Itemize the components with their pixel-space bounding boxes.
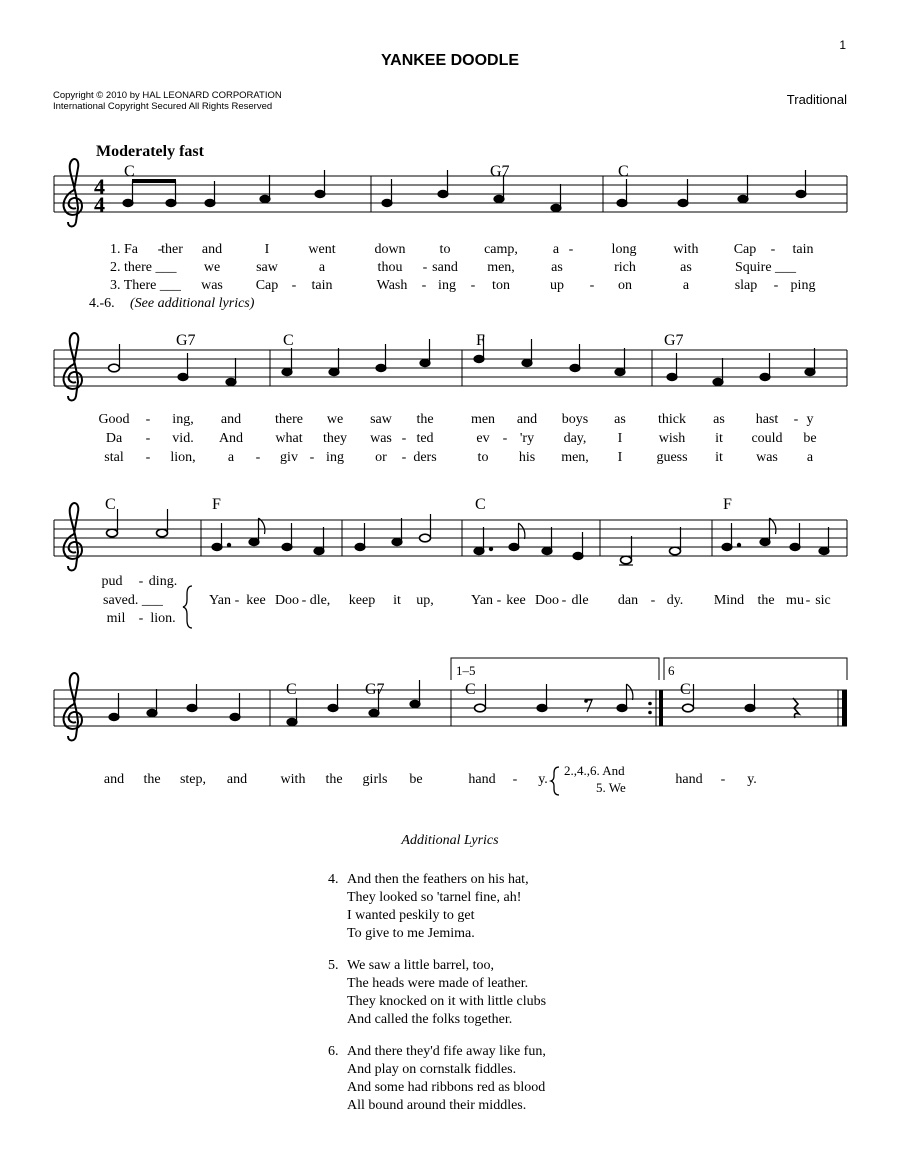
lyric-syllable: tain	[311, 278, 333, 293]
lyric-syllable: be	[409, 772, 423, 787]
verse-line: And some had ribbons red as blood	[347, 1080, 546, 1095]
svg-text:4: 4	[94, 174, 105, 199]
lyric-syllable: the	[143, 772, 161, 787]
lyric-syllable: y.	[747, 772, 757, 787]
lyric-syllable: and	[516, 412, 538, 427]
verse-line: All bound around their middles.	[347, 1098, 527, 1113]
lyric-syllable: dy.	[666, 593, 684, 608]
lyric-syllable: mu	[786, 593, 804, 608]
lyric-syllable: ders	[413, 450, 437, 465]
additional-verse-6	[328, 1043, 546, 1115]
lyric-syllable: with	[280, 772, 306, 787]
svg-text:4: 4	[94, 192, 105, 217]
chord-symbol: F	[212, 496, 221, 513]
lyric-syllable: sic	[815, 593, 831, 608]
lyric-syllable: Doo	[534, 593, 560, 608]
lyric-syllable: a	[227, 450, 235, 465]
lyric-syllable: what	[275, 431, 303, 446]
lyric-syllable: I	[617, 450, 623, 465]
lyric-syllable: -	[145, 450, 151, 465]
lyric-syllable: up,	[416, 593, 434, 608]
lyric-syllable: or	[375, 450, 387, 465]
lyric-syllable: Squire ___	[735, 260, 797, 275]
lyric-syllable: Good	[98, 412, 130, 427]
lyric-verse-marker: 4.-6.	[89, 296, 115, 311]
lyric-syllable: ding.	[148, 574, 178, 589]
lyric-syllable: I	[617, 431, 623, 446]
chord-symbol: F	[476, 332, 485, 349]
lyric-syllable: dle	[571, 593, 589, 608]
tempo-marking: Moderately fast	[96, 143, 204, 160]
chord-symbol: G7	[176, 332, 196, 349]
lyric-syllable: vid.	[172, 431, 194, 446]
lyric-syllable: was	[756, 450, 778, 465]
lyric-syllable: 2.,4.,6. And	[564, 763, 625, 778]
lyric-syllable: -	[291, 278, 297, 293]
lyric-syllable: saw	[256, 260, 278, 275]
lyric-syllable: Da	[105, 431, 123, 446]
lyric-syllable: Yan	[471, 593, 493, 608]
lyric-syllable: -	[309, 450, 315, 465]
lyric-syllable: ing	[326, 450, 344, 465]
lyric-syllable: -	[773, 278, 779, 293]
lyric-syllable: and	[201, 242, 223, 257]
lyric-syllable: And	[218, 431, 244, 446]
lyric-syllable: stal	[104, 450, 124, 465]
lyric-syllable: I	[264, 242, 270, 257]
lyric-syllable: long	[611, 242, 637, 257]
chord-symbol: C	[475, 496, 486, 513]
lyric-syllable: men	[470, 412, 496, 427]
verse-line: And then the feathers on his hat,	[347, 872, 529, 887]
lyric-syllable: -	[138, 574, 144, 589]
lyric-syllable: -	[145, 431, 151, 446]
lyric-syllable: kee	[506, 593, 526, 608]
lyric-syllable: went	[308, 242, 336, 257]
treble-clef-icon	[64, 333, 82, 400]
chord-symbol: G7	[664, 332, 684, 349]
copyright-line: Copyright © 2010 by HAL LEONARD CORPORATION	[53, 90, 282, 101]
lyric-syllable: Cap	[733, 242, 757, 257]
lyric-syllable: it	[715, 431, 723, 446]
staff-system-4	[54, 658, 847, 741]
lyric-syllable: ted	[416, 431, 434, 446]
lyric-syllable: his	[518, 450, 536, 465]
lyric-syllable: -	[145, 412, 151, 427]
lyric-syllable: 3. There ___	[110, 278, 181, 293]
lyric-syllable: camp,	[484, 242, 518, 257]
lyric-syllable: keep	[348, 593, 376, 608]
lyric-syllable: rich	[614, 260, 636, 275]
lyric-syllable: the	[325, 772, 343, 787]
copyright-line: International Copyright Secured All Rights Reserved	[53, 101, 273, 112]
lyric-syllable: dan	[617, 593, 639, 608]
lyric-syllable: we	[326, 412, 344, 427]
lyric-syllable: -	[496, 593, 502, 608]
lyric-syllable: it	[715, 450, 723, 465]
ending-2-label: 6	[668, 663, 675, 678]
lyric-syllable: pud	[101, 574, 123, 589]
lyric-syllable: -	[650, 593, 656, 608]
lyric-syllable: could	[751, 431, 783, 446]
lyric-syllable: we	[203, 260, 221, 275]
lyric-syllable: saw	[370, 412, 392, 427]
lyric-syllable: ther	[161, 242, 183, 257]
chord-symbol: C	[680, 681, 691, 698]
lyric-syllable: -	[255, 450, 261, 465]
lyric-syllable: a	[552, 242, 560, 257]
chord-symbol: G7	[365, 681, 385, 698]
lyric-syllable: -	[234, 593, 240, 608]
verse-number: 4.	[328, 872, 339, 887]
lyric-syllable: mil	[106, 611, 126, 626]
treble-clef-icon	[64, 503, 82, 570]
chord-symbol: C	[465, 681, 476, 698]
lyric-syllable: -	[301, 593, 307, 608]
chord-symbol: F	[723, 496, 732, 513]
lyric-syllable: -	[422, 260, 428, 275]
lyric-syllable: kee	[246, 593, 266, 608]
verse-line: And called the folks together.	[347, 1012, 513, 1027]
lyric-syllable: as	[551, 260, 563, 275]
verse-number: 5.	[328, 958, 339, 973]
lyric-syllable: -	[421, 278, 427, 293]
lyric-syllable: saved. ___	[103, 593, 163, 608]
lyric-syllable: men,	[561, 450, 589, 465]
song-title: YANKEE DOODLE	[380, 52, 520, 69]
verse-line: The heads were made of leather.	[347, 976, 529, 991]
lyric-syllable: -	[138, 611, 144, 626]
page-number: 1	[839, 38, 846, 52]
lyric-syllable: thou	[377, 260, 403, 275]
lyric-syllable: -	[470, 278, 476, 293]
lyric-syllable: to	[439, 242, 451, 257]
lyric-syllable: on	[618, 278, 632, 293]
lyric-syllable: boys	[561, 412, 589, 427]
verse-line: To give to me Jemima.	[347, 926, 475, 941]
lyric-syllable: they	[322, 431, 348, 446]
lyric-syllable: -	[561, 593, 567, 608]
lyric-syllable: men,	[487, 260, 515, 275]
lyric-syllable: -	[793, 412, 799, 427]
lyric-syllable: ton	[492, 278, 510, 293]
lyric-syllable: Wash	[376, 278, 408, 293]
verse-line: We saw a little barrel, too,	[347, 958, 494, 973]
lyric-syllable: up	[550, 278, 564, 293]
verse-line: And there they'd fife away like fun,	[347, 1044, 546, 1059]
additional-lyrics-title: Additional Lyrics	[401, 833, 499, 848]
lyric-syllable: and	[103, 772, 125, 787]
ending-1-label: 1–5	[456, 663, 476, 678]
lyric-syllable: guess	[656, 450, 688, 465]
treble-clef-icon	[64, 159, 82, 226]
lyric-syllable: was	[201, 278, 223, 293]
lyric-syllable: there	[275, 412, 303, 427]
lyric-syllable: Doo	[274, 593, 300, 608]
lyric-syllable: hast	[755, 412, 779, 427]
lyric-syllable: 2. there ___	[110, 260, 177, 275]
lyric-syllable: Cap	[255, 278, 279, 293]
lyric-syllable: the	[416, 412, 434, 427]
lyric-syllable: and	[226, 772, 248, 787]
chord-symbol: G7	[490, 163, 510, 180]
lyric-brace-ending	[551, 767, 559, 795]
lyric-syllable: -	[157, 242, 163, 257]
lyric-syllable: and	[220, 412, 242, 427]
lyric-syllable: y	[806, 412, 814, 427]
lyric-syllable: -	[512, 772, 518, 787]
lyric-syllable: -	[805, 593, 811, 608]
chord-symbol: C	[286, 681, 297, 698]
lyric-syllable: 'ry	[519, 431, 535, 446]
lyric-syllable: be	[803, 431, 817, 446]
lyric-syllable: with	[673, 242, 699, 257]
lyric-syllable: as	[680, 260, 692, 275]
staff-system-2	[54, 333, 847, 400]
lyric-syllable: step,	[179, 772, 207, 787]
lyric-syllable: as	[614, 412, 626, 427]
lyric-syllable: down	[374, 242, 406, 257]
lyric-syllable: wish	[658, 431, 686, 446]
lyric-syllable: -	[720, 772, 726, 787]
chord-symbol: C	[124, 163, 135, 180]
lyric-syllable: Yan	[209, 593, 231, 608]
lyric-syllable: day,	[563, 431, 587, 446]
staff-system-1	[54, 159, 847, 226]
lyric-syllable: hand	[468, 772, 496, 787]
lyric-syllable: as	[713, 412, 725, 427]
lyric-syllable: the	[757, 593, 775, 608]
lyric-syllable: ev	[476, 431, 490, 446]
lyric-syllable: girls	[362, 772, 388, 787]
verse-line: I wanted peskily to get	[347, 908, 475, 923]
additional-verse-4	[328, 871, 529, 943]
lyric-syllable: y.	[538, 772, 548, 787]
lyric-syllable: sand	[432, 260, 458, 275]
lyric-syllable: ping	[790, 278, 816, 293]
lyric-note: (See additional lyrics)	[130, 296, 255, 311]
lyric-syllable: slap	[734, 278, 758, 293]
lyric-syllable: dle,	[309, 593, 331, 608]
lyric-syllable: -	[589, 278, 595, 293]
chord-symbol: C	[283, 332, 294, 349]
lyric-syllable: giv	[280, 450, 298, 465]
lyric-syllable: hand	[675, 772, 703, 787]
composer-credit: Traditional	[786, 92, 847, 107]
lyric-syllable: ing,	[172, 412, 194, 427]
chord-symbol: C	[105, 496, 116, 513]
lyric-syllable: lion,	[170, 450, 196, 465]
lyric-syllable: -	[770, 242, 776, 257]
additional-verse-5	[328, 957, 546, 1029]
lyric-syllable: ing	[438, 278, 456, 293]
verse-line: And play on cornstalk fiddles.	[347, 1062, 517, 1077]
lyric-brace-system3	[183, 586, 192, 628]
lyric-syllable: a	[682, 278, 690, 293]
lyric-syllable: Mind	[713, 593, 745, 608]
lyric-syllable: 5. We	[596, 780, 626, 795]
chord-symbol: C	[618, 163, 629, 180]
lyric-syllable: 1. Fa	[110, 242, 138, 257]
verse-number: 6.	[328, 1044, 339, 1059]
lyric-syllable: lion.	[150, 611, 176, 626]
lyric-syllable: -	[568, 242, 574, 257]
lyric-syllable: to	[477, 450, 489, 465]
lyric-syllable: -	[401, 450, 407, 465]
lyric-syllable: tain	[792, 242, 814, 257]
lyric-syllable: a	[806, 450, 814, 465]
lyric-syllable: a	[318, 260, 326, 275]
verse-line: They looked so 'tarnel fine, ah!	[347, 890, 522, 905]
lyric-syllable: was	[370, 431, 392, 446]
lyric-syllable: -	[401, 431, 407, 446]
lyric-syllable: thick	[658, 412, 686, 427]
treble-clef-icon	[64, 673, 82, 740]
lyric-syllable: -	[502, 431, 508, 446]
lyric-syllable: it	[393, 593, 401, 608]
verse-line: They knocked on it with little clubs	[347, 994, 547, 1009]
